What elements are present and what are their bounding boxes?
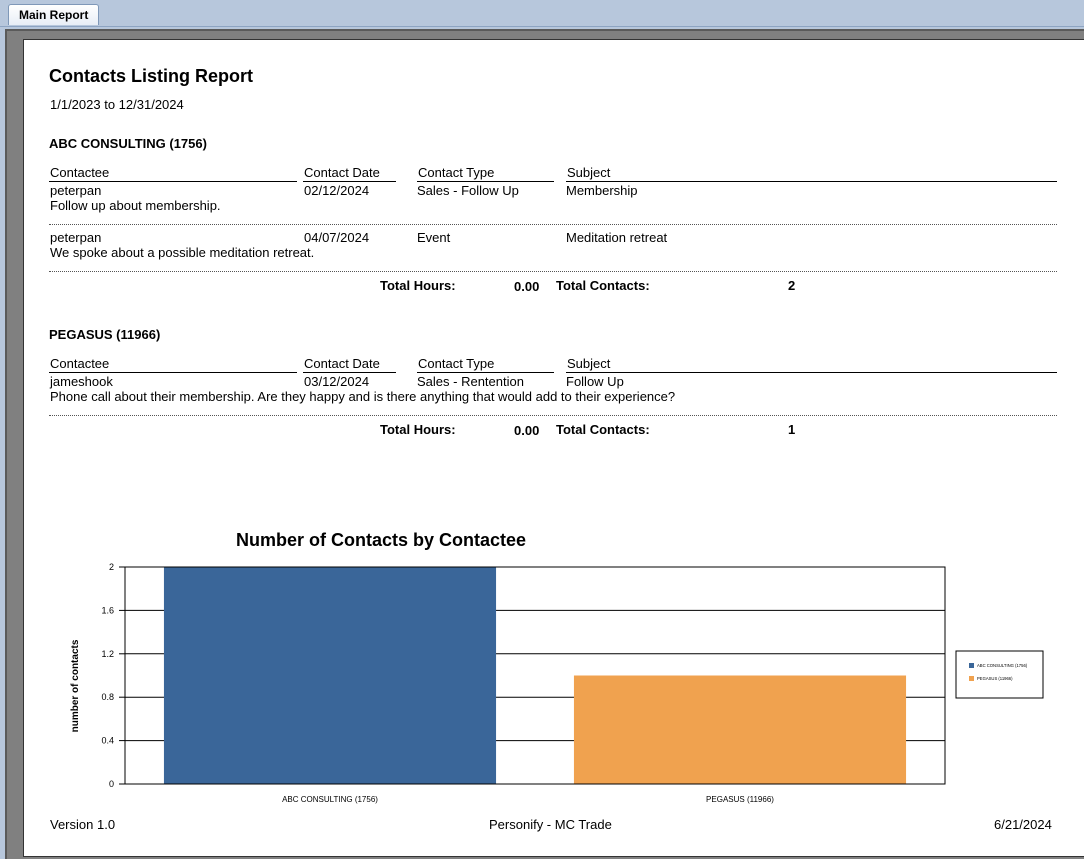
chart-y-tick-label: 0.4 (101, 735, 114, 746)
chart-y-tick-label: 1.2 (101, 648, 114, 659)
total-hours-value: 0.00 (514, 279, 540, 294)
cell-note: Phone call about their membership. Are they happy and is there anything that would add to their experience? (50, 389, 676, 404)
chart-legend-swatch (969, 676, 974, 681)
footer-version: Version 1.0 (50, 817, 116, 832)
chart-legend (956, 651, 1043, 698)
footer-date: 6/21/2024 (994, 817, 1052, 832)
total-contacts-label: Total Contacts: (556, 422, 650, 437)
cell-contact-type: Sales - Follow Up (417, 183, 519, 198)
cell-subject: Meditation retreat (566, 230, 668, 245)
chart-bars (164, 567, 906, 784)
column-header-label: Contact Date (304, 356, 380, 371)
tab-bar (0, 0, 1084, 27)
footer-center: Personify - MC Trade (489, 817, 612, 832)
column-header-contact-type (417, 356, 554, 373)
row-separator (49, 271, 1057, 272)
chart-legend-entry: PEGASUS (11966) (977, 676, 1013, 681)
group-header: ABC CONSULTING (1756) (49, 136, 207, 151)
chart-title: Number of Contacts by Contactee (235, 530, 527, 550)
chart-x-ticks (282, 795, 774, 804)
chart-y-tick-label: 2 (108, 562, 114, 572)
column-header-label: Subject (567, 165, 611, 180)
chart-y-tick-label: 0.8 (101, 692, 114, 703)
cell-contactee: peterpan (50, 230, 102, 245)
cell-contact-type: Event (417, 230, 451, 245)
column-header-label: Subject (567, 356, 611, 371)
column-header-contact-date (303, 356, 396, 373)
column-header-label: Contact Type (418, 165, 495, 180)
cell-note: Follow up about membership. (50, 198, 221, 213)
report-page (23, 39, 1084, 857)
cell-contactee: peterpan (50, 183, 102, 198)
chart-legend-entry: ABC CONSULTING (1756) (977, 663, 1028, 668)
column-header-label: Contactee (50, 165, 110, 180)
column-header-subject (566, 356, 1057, 373)
column-header-label: Contact Type (418, 356, 495, 371)
cell-note: We spoke about a possible meditation retreat. (50, 245, 315, 260)
total-hours-value: 0.00 (514, 423, 540, 438)
total-hours-label: Total Hours: (380, 278, 456, 293)
chart-legend-swatch (969, 663, 974, 668)
cell-subject: Follow Up (566, 374, 624, 389)
column-header-contactee (49, 165, 297, 182)
chart-x-tick-label: ABC CONSULTING (1756) (282, 795, 378, 804)
group-header: PEGASUS (11966) (49, 327, 161, 342)
row-separator (49, 415, 1057, 416)
column-header-contactee (49, 356, 297, 373)
cell-contact-date: 02/12/2024 (304, 183, 370, 198)
cell-contact-date: 04/07/2024 (304, 230, 370, 245)
report-date-range: 1/1/2023 to 12/31/2024 (50, 97, 184, 112)
row-separator (49, 224, 1057, 225)
chart-y-ticks (101, 562, 125, 789)
column-header-subject (566, 165, 1057, 182)
contacts-bar-chart (24, 510, 1084, 810)
chart-y-tick-label: 0 (108, 779, 114, 789)
total-contacts-value: 2 (788, 278, 796, 293)
chart-bar (164, 567, 496, 784)
column-header-label: Contact Date (304, 165, 380, 180)
total-contacts-label: Total Contacts: (556, 278, 650, 293)
total-hours-label: Total Hours: (380, 422, 456, 437)
report-viewer (5, 29, 1084, 859)
chart-x-tick-label: PEGASUS (11966) (706, 795, 774, 804)
chart-bar (574, 676, 906, 785)
cell-contact-type: Sales - Rentention (417, 374, 524, 389)
tab-main-report[interactable]: Main Report (8, 4, 99, 25)
cell-contactee: jameshook (50, 374, 113, 389)
cell-contact-date: 03/12/2024 (304, 374, 370, 389)
total-contacts-value: 1 (788, 422, 796, 437)
chart-y-axis-label: number of contacts (70, 639, 81, 733)
cell-subject: Membership (566, 183, 638, 198)
column-header-label: Contactee (50, 356, 110, 371)
column-header-contact-date (303, 165, 396, 182)
chart-y-tick-label: 1.6 (101, 605, 114, 616)
chart-legend-box (956, 651, 1043, 698)
column-header-contact-type (417, 165, 554, 182)
report-title: Contacts Listing Report (49, 66, 254, 86)
